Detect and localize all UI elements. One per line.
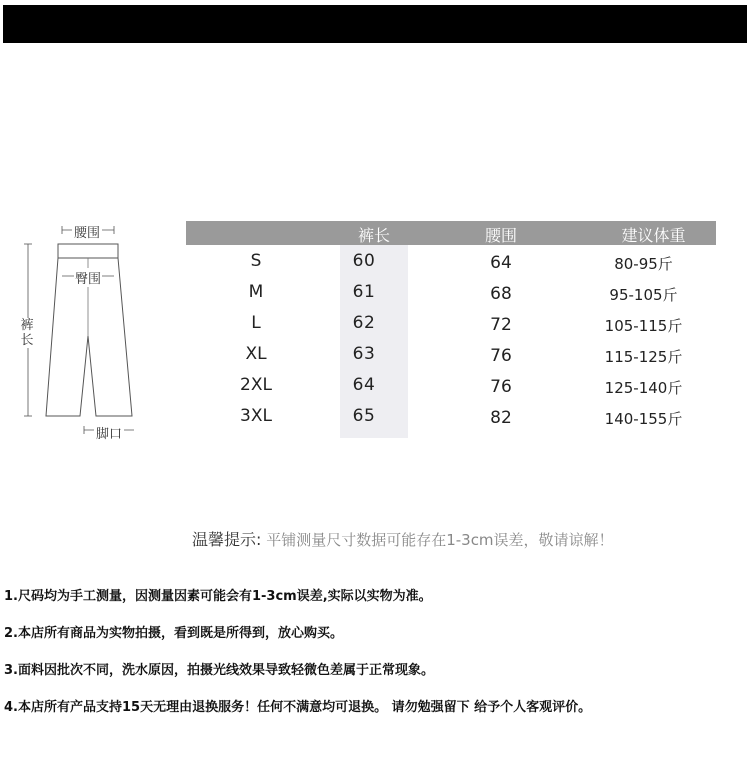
- pants-diagram: [14, 218, 154, 443]
- waist-cell: 64: [490, 253, 512, 273]
- table-row: [186, 402, 716, 433]
- hip-label: 臀围: [74, 268, 102, 287]
- header-length: 裤长: [357, 226, 390, 245]
- length-cell: 61: [352, 282, 376, 302]
- size-cell: XL: [245, 344, 267, 364]
- weight-cell: 140-155斤: [604, 410, 683, 428]
- table-header: [186, 221, 716, 245]
- weight-cell: 80-95斤: [614, 255, 673, 273]
- table-row: [186, 278, 716, 309]
- waist-cell: 76: [490, 346, 512, 366]
- size-cell: L: [251, 313, 261, 333]
- size-cell: 2XL: [240, 375, 272, 395]
- note-line-4: 4.本店所有产品支持15天无理由退换服务！任何不满意均可退换。 请勿勉强留下 给予个人客观评价。: [4, 700, 592, 715]
- weight-cell: 95-105斤: [609, 286, 678, 304]
- size-table: [186, 221, 716, 441]
- header-waist: 腰围: [484, 226, 517, 245]
- size-cell: S: [250, 251, 262, 271]
- weight-cell: 115-125斤: [604, 348, 683, 366]
- note-line-3: 3.面料因批次不同，洗水原因，拍摄光线效果导致轻微色差属于正常现象。: [4, 663, 434, 678]
- waist-cell: 76: [490, 377, 512, 397]
- table-row: [186, 340, 716, 371]
- note-line-2: 2.本店所有商品为实物拍摄，看到既是所得到，放心购买。: [4, 626, 343, 641]
- length-cell: 64: [352, 375, 376, 395]
- hem-label: 脚口: [94, 423, 124, 442]
- top-banner-bar: [3, 5, 747, 43]
- waist-cell: 82: [490, 408, 512, 428]
- note-line-1: 1.尺码均为手工测量，因测量因素可能会有1-3cm误差,实际以实物为准。: [4, 589, 432, 604]
- tip-text: 平铺测量尺寸数据可能存在1-3cm误差，敬请谅解！: [266, 531, 614, 549]
- table-row: [186, 309, 716, 340]
- tip-label: 温馨提示:: [192, 530, 262, 549]
- length-label: 裤长: [20, 318, 34, 348]
- waist-label: 腰围: [72, 222, 102, 241]
- table-row: [186, 371, 716, 402]
- measurement-tip: [192, 527, 614, 550]
- length-cell: 65: [352, 406, 376, 426]
- table-row: [186, 247, 716, 278]
- pants-outline-icon: [14, 218, 154, 443]
- weight-cell: 105-115斤: [604, 317, 683, 335]
- waist-cell: 68: [490, 284, 512, 304]
- length-cell: 60: [352, 251, 376, 271]
- length-cell: 62: [352, 313, 376, 333]
- waist-cell: 72: [490, 315, 512, 335]
- header-weight: 建议体重: [621, 226, 686, 245]
- size-cell: M: [248, 282, 264, 302]
- length-cell: 63: [352, 344, 376, 364]
- size-cell: 3XL: [240, 406, 272, 426]
- weight-cell: 125-140斤: [604, 379, 683, 397]
